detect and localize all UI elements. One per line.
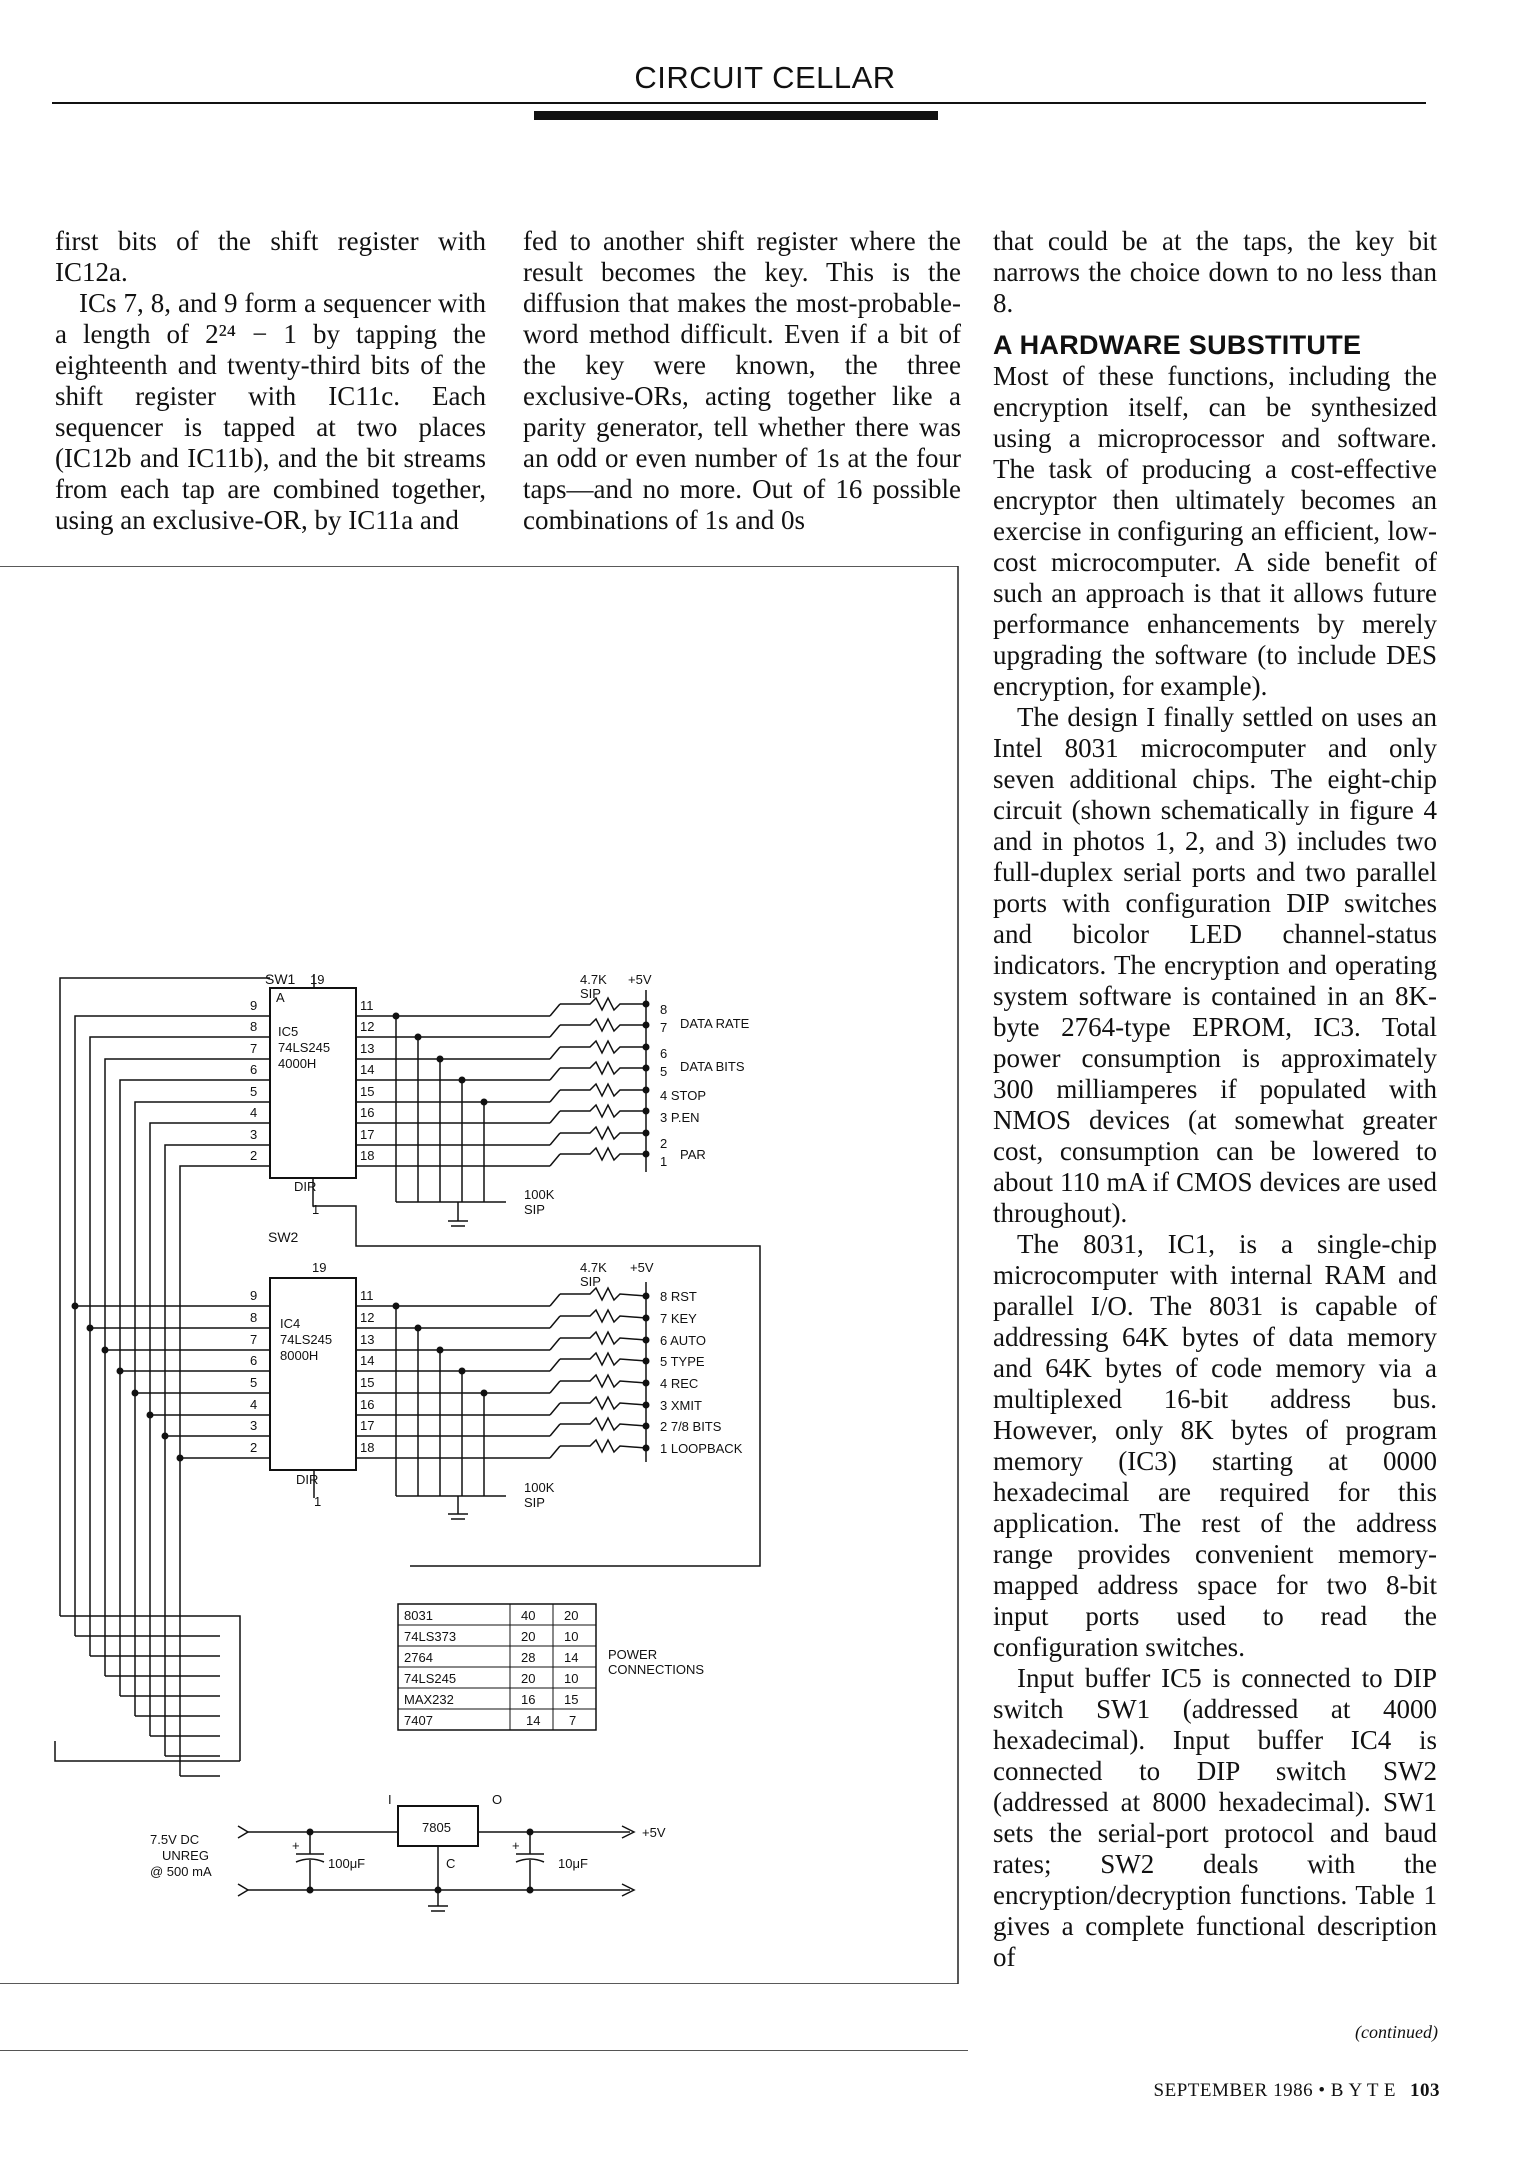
pin-1: 1	[312, 1202, 320, 1217]
switch-label: 8	[660, 1002, 668, 1017]
table-cell: 74LS245	[404, 1671, 457, 1686]
pin-label: 17	[360, 1418, 375, 1433]
issue-date: SEPTEMBER 1986 • B Y T E	[1153, 2080, 1396, 2101]
section-heading: A HARDWARE SUBSTITUTE	[993, 330, 1362, 360]
pin-label: 11	[360, 998, 374, 1013]
pin-label: 5	[250, 1084, 258, 1099]
pin-label: 15	[360, 1375, 375, 1390]
ic4-dir: DIR	[296, 1472, 319, 1487]
schematic-figure	[0, 566, 968, 1984]
regulator-pin: C	[446, 1856, 456, 1871]
table-cell: 14	[564, 1650, 579, 1665]
pin-label: 2	[250, 1440, 258, 1455]
pin-label: 16	[360, 1105, 375, 1120]
switch-label: 5 TYPE	[660, 1354, 705, 1369]
sw2-label: SW2	[268, 1229, 299, 1245]
pin-label: 9	[250, 998, 258, 1013]
sip-4k7-label: 4.7K	[580, 1260, 607, 1275]
ic5-name: IC5	[278, 1024, 299, 1039]
table-cell: 16	[521, 1692, 536, 1707]
pin-label: 12	[360, 1019, 375, 1034]
table-cell: 15	[564, 1692, 579, 1707]
table-cell: 14	[526, 1713, 541, 1728]
switch-label: 3 XMIT	[660, 1398, 702, 1413]
table-cell: 40	[521, 1608, 536, 1623]
pin-label: 11	[360, 1288, 374, 1303]
text-column-1	[55, 226, 486, 536]
paragraph: that could be at the taps, the key bit narrows the choice down to no less than 8.	[993, 226, 1437, 318]
table-cell: 7407	[404, 1713, 433, 1728]
pin-label: 9	[250, 1288, 258, 1303]
pin-label: 15	[360, 1084, 375, 1099]
paragraph: first bits of the shift register with IC12a.	[55, 226, 486, 287]
pin-label: 18	[360, 1440, 375, 1455]
pin-label: 6	[250, 1062, 258, 1077]
switch-label: 7	[660, 1020, 668, 1035]
cap-label: 10μF	[558, 1856, 588, 1871]
pin-19: 19	[310, 972, 325, 987]
pin-19: 19	[312, 1260, 327, 1275]
pin-label: 8	[250, 1310, 258, 1325]
paragraph: The design I finally settled on uses an Intel 8031 microcomputer and only seven additional chips. The eight-chip circuit (shown schematically in figure 4 and in photos 1, 2, and 3) includes two full-duplex serial ports and two parallel ports with configuration DIP switches and bicolor LED channel-status indicators. The encryption and operating system software is contained in an 8K-byte 2764-type EPROM, IC3. Total power consumption is approximately 300 milliamperes if populated with NMOS devices (at somewhat greater cost, consumption can be lowered to about 110 mA if CMOS devices are used throughout).	[993, 702, 1437, 1228]
table-cell: 20	[521, 1671, 536, 1686]
table-cell: 74LS373	[404, 1629, 457, 1644]
ic4-name: IC4	[280, 1316, 301, 1331]
pin-label: 8	[250, 1019, 258, 1034]
switch-label: 1	[660, 1154, 668, 1169]
power-label: POWER	[608, 1647, 658, 1662]
ic4-chip	[270, 1278, 356, 1470]
pin-label: 17	[360, 1127, 375, 1142]
table-cell: 8031	[404, 1608, 433, 1623]
header-bar	[534, 111, 938, 120]
pin-label: 4	[250, 1105, 258, 1120]
table-cell: 20	[564, 1608, 579, 1623]
pin-label: 14	[360, 1353, 375, 1368]
sip-label: SIP	[580, 1274, 601, 1289]
switch-label: 8 RST	[660, 1289, 697, 1304]
switch-label: 5	[660, 1064, 668, 1079]
pin-label: 16	[360, 1397, 375, 1412]
switch-label: DATA BITS	[680, 1059, 745, 1074]
supply-label: @ 500 mA	[150, 1864, 212, 1879]
switch-label: 6 AUTO	[660, 1333, 707, 1348]
paragraph: Most of these functions, including the encryption itself, can be synthesized using a microprocessor and software. The task of producing a cost-effective encryptor then ultimately becomes an exercise in configuring an efficient, low-cost microcomputer. A side benefit of such an approach is that it allows future performance enhancements by merely upgrading the software (to include DES encryption, for example).	[993, 361, 1437, 701]
cap-label: 100μF	[328, 1856, 366, 1871]
regulator-pin: O	[492, 1792, 503, 1807]
pin-1: 1	[314, 1494, 322, 1509]
paragraph: Input buffer IC5 is connected to DIP switch SW1 (addressed at 4000 hexadecimal). Input buffer IC4 is connected to DIP switch SW2 (addressed at 8000 hexadecimal). SW1 sets the serial-port protocol and baud rates; SW2 deals with the encryption/decryption functions. Table 1 gives a complete functional description of	[993, 1663, 1437, 1972]
text-column-2	[523, 226, 961, 536]
switch-label: 4 REC	[660, 1376, 699, 1391]
table-cell: 28	[521, 1650, 536, 1665]
pin-label: 7	[250, 1041, 258, 1056]
pin-a: A	[276, 990, 285, 1005]
pin-label: 7	[250, 1332, 258, 1347]
table-cell: MAX232	[404, 1692, 454, 1707]
table-cell: 2764	[404, 1650, 433, 1665]
switch-label: 2 7/8 BITS	[660, 1419, 722, 1434]
table-cell: 20	[521, 1629, 536, 1644]
sip-label: SIP	[524, 1495, 545, 1510]
pin-label: 2	[250, 1148, 258, 1163]
table-cell: 10	[564, 1629, 579, 1644]
ic5-chip	[270, 988, 356, 1178]
pin-label: 3	[250, 1418, 258, 1433]
sip-label: SIP	[580, 986, 601, 1001]
switch-label: 7 KEY	[660, 1311, 697, 1326]
ic4-part: 74LS245	[280, 1332, 333, 1347]
plus5v-label: +5V	[630, 1260, 654, 1275]
switch-label: 1 LOOPBACK	[660, 1441, 743, 1456]
plus5v-label: +5V	[628, 972, 652, 987]
pin-label: 4	[250, 1397, 258, 1412]
sip-4k7-label: 4.7K	[580, 972, 607, 987]
supply-label: UNREG	[162, 1848, 209, 1863]
switch-label: DATA RATE	[680, 1016, 750, 1031]
text-column-3	[993, 226, 1437, 1973]
switch-label: 6	[660, 1046, 668, 1061]
sip-100k-label: 100K	[524, 1480, 555, 1495]
header-rule	[52, 102, 1426, 104]
switch-label: 3 P.EN	[660, 1110, 700, 1125]
supply-label: 7.5V DC	[150, 1832, 200, 1847]
pin-label: 3	[250, 1127, 258, 1142]
schematic-diagram	[0, 566, 968, 1984]
ic5-dir: DIR	[294, 1179, 317, 1194]
regulator-pin: I	[388, 1792, 392, 1807]
sw1-label: SW1	[265, 971, 296, 987]
continued-note: (continued)	[1355, 2022, 1438, 2042]
ic4-addr: 8000H	[280, 1348, 319, 1363]
regulator-circuit	[150, 1792, 666, 1911]
paragraph: The 8031, IC1, is a single-chip microcomputer with internal RAM and parallel I/O. The 8031 is capable of addressing 64K bytes of data memory and 64K bytes of code memory via a multiplexed 16-bit address bus. However, only 8K bytes of program memory (IC3) starting at 0000 hexadecimal are required for this application. The rest of the address range provides convenient memory-mapped address space for two 8-bit input ports used to read the configuration switches.	[993, 1229, 1437, 1662]
pin-label: 14	[360, 1062, 375, 1077]
ic5-part: 74LS245	[278, 1040, 331, 1055]
switch-label: 2	[660, 1136, 668, 1151]
page-footer	[1000, 2080, 1440, 2102]
pin-label: 6	[250, 1353, 258, 1368]
paragraph: ICs 7, 8, and 9 form a sequencer with a length of 2²⁴ − 1 by tapping the eighteenth and twenty-third bits of the shift register with IC11c. Each sequencer is tapped at two places (IC12b and IC11b), and the bit streams from each tap are combined together, using an exclusive-OR, by IC11a and	[55, 288, 486, 535]
output-label: +5V	[642, 1825, 666, 1840]
sip-label: SIP	[524, 1202, 545, 1217]
power-connections-table	[398, 1604, 704, 1730]
pin-label: 5	[250, 1375, 258, 1390]
cap-plus: +	[292, 1838, 300, 1853]
footer-rule	[0, 2050, 968, 2051]
switch-label: PAR	[680, 1147, 706, 1162]
switch-label: 4 STOP	[660, 1088, 707, 1103]
ic5-addr: 4000H	[278, 1056, 317, 1071]
regulator-label: 7805	[422, 1820, 451, 1835]
page-number: 103	[1410, 2080, 1440, 2101]
pin-label: 13	[360, 1041, 375, 1056]
running-header: CIRCUIT CELLAR	[634, 60, 896, 95]
pin-label: 13	[360, 1332, 375, 1347]
cap-plus: +	[512, 1838, 520, 1853]
paragraph: fed to another shift register where the result becomes the key. This is the diffusion that makes the most-probable-word method difficult. Even if a bit of the key were known, the three exclusive-ORs, acting together like a parity generator, tell whether there was an odd or even number of 1s at the four taps—and no more. Out of 16 possible combinations of 1s and 0s	[523, 226, 961, 535]
pin-label: 18	[360, 1148, 375, 1163]
power-label: CONNECTIONS	[608, 1662, 705, 1677]
pin-label: 12	[360, 1310, 375, 1325]
table-cell: 7	[569, 1713, 577, 1728]
sip-100k-label: 100K	[524, 1187, 555, 1202]
table-cell: 10	[564, 1671, 579, 1686]
